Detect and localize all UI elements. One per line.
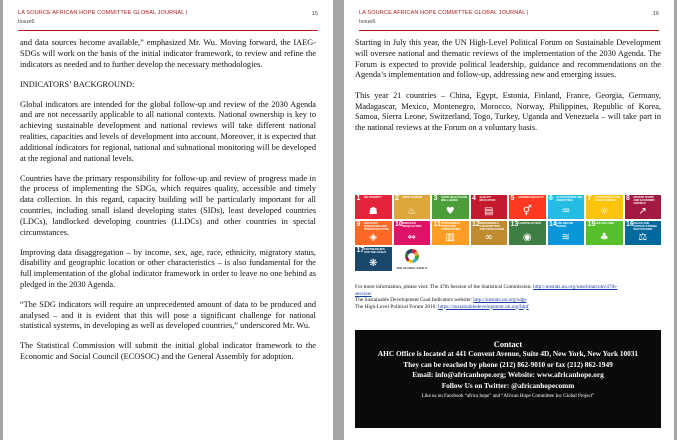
sdg-number: 6 — [549, 195, 553, 202]
sdg-icon: ⚥ — [522, 206, 532, 217]
sdgs-link[interactable]: http://unstats.un.org/sdgs — [473, 297, 527, 303]
paragraph: Global indicators are intended for the global follow-up and review of the 2030 Agenda and are not necessarily applicable to all national contexts. National ownership is key to achieving sustainable development and national reviews will take different national realities, capacities and levels of development into account. Moreover, it is expected that additional indicators for regional, national and subnational monitoring will be developed at the regional and national levels. — [20, 99, 316, 163]
contact-twitter[interactable]: Follow Us on Twitter: @africanhopecomm — [441, 380, 575, 390]
sdg-number: 13 — [510, 221, 519, 228]
info-text: The Sustainable Development Goal Indicators website: — [355, 297, 474, 303]
sdg-tile-11 — [432, 221, 469, 245]
journal-page-16 — [344, 0, 674, 440]
paragraph: Countries have the primary responsibility for follow-up and review of progress made in the process of implementing the SDGs, which requires quality, accessible and timely data collection. In this regard, capacity building will be particularly important for all countries, including small island developing states (SIDs), least developed countries (LDCs), landlocked developing countries (LLDCs) and other countries in special circumstances. — [20, 173, 316, 237]
sdg-tile-16 — [625, 221, 662, 245]
sdg-number: 16 — [626, 221, 634, 228]
sdg-icon: ≋ — [561, 232, 570, 243]
header-rule — [18, 30, 318, 31]
contact-phone: They can be reached by phone (212) 862-9010 or fax (212) 862-1949 — [403, 359, 613, 369]
sdg-label: LIFE BELOW WATER — [556, 222, 574, 228]
sdg-icon: ❋ — [369, 258, 378, 269]
sdg-label: REDUCED INEQUALITIES — [402, 222, 422, 228]
contact-facebook: Like us on Facebook “africa hope” and “African Hope Committee Inc Global Project” — [421, 394, 595, 400]
paragraph: Improving data disaggregation – by income, sex, age, race, ethnicity, migratory status, disability and geographic location or other characteristics – is also fundamental for the full implementation of the global indicator framework in order to leave no one behind as pledged in the 2030 Agenda. — [20, 247, 316, 289]
sdg-label: GENDER EQUALITY — [518, 196, 544, 199]
journal-page-15 — [3, 0, 333, 440]
sdg-icon: ◈ — [369, 232, 378, 243]
sdg-icon: ◉ — [522, 232, 532, 243]
sdg-tile-7 — [586, 195, 623, 219]
sdg-tile-3 — [432, 195, 469, 219]
sdg-label: ZERO HUNGER — [402, 196, 423, 199]
paragraph: The Statistical Commission will submit the initial global indicator framework to the Economic and Social Council (ECOSOC) and the General Assembly for adoption. — [20, 341, 316, 362]
sdg-icon: ♒ — [561, 206, 571, 217]
header-rule — [359, 30, 659, 31]
contact-address: AHC Office is located at 441 Convent Avenue, Suite 4D, New York, New York 10031 — [377, 349, 639, 358]
sdg-number: 12 — [472, 221, 480, 228]
sdg-number: 7 — [587, 195, 592, 202]
sdg-label: SUSTAINABLE CITIES AND COMMUNITIES — [441, 222, 461, 231]
sdg-icon: ▥ — [445, 232, 455, 243]
hlpf-link[interactable]: https://sustainabledevelopment.un.org/hlpf — [438, 303, 529, 310]
sdg-number: 15 — [587, 221, 596, 228]
sdg-icon: ☗ — [368, 206, 378, 217]
sdg-number: 9 — [356, 221, 361, 228]
info-text: For more information, please visit: The 47th Session of the Statistical Commission: — [355, 284, 534, 290]
page-header — [359, 10, 659, 32]
sdg-label: NO POVERTY — [364, 196, 382, 199]
sdg-tile-8 — [625, 195, 662, 219]
article-body — [20, 38, 316, 372]
section-heading: INDICATORS’ BACKGROUND: — [20, 79, 135, 89]
sdg-tile-1 — [355, 195, 392, 219]
sdg-label: CLIMATE ACTION — [518, 222, 541, 225]
sdg-number: 10 — [395, 221, 403, 228]
journal-title: LA SOURCE AFRICAN HOPE COMMITTEE GLOBAL JOURNAL | — [18, 10, 188, 16]
sdg-label: LIFE ON LAND — [595, 222, 614, 225]
paragraph: Starting in July this year, the UN High-Level Political Forum on Sustainable Development will oversee national and thematic reviews of the implementation of the 2030 Agenda. The Forum is expected to provide political leadership, guidance and recommendations on the Agenda’s implementation and follow-up, addressing new and emerging issues. — [355, 38, 661, 80]
sdg-icon: ♣ — [599, 232, 609, 243]
sdg-tile-4 — [471, 195, 508, 219]
sdg-label: DECENT WORK AND ECONOMIC GROWTH — [633, 196, 655, 205]
sdg-number: 14 — [549, 221, 557, 228]
page-header — [18, 10, 318, 32]
contact-box — [355, 330, 661, 428]
sdg-tile-10 — [394, 221, 431, 245]
more-info-links — [355, 284, 661, 310]
contact-title: Contact — [493, 340, 523, 349]
global-goals-logo-text: THE GLOBAL GOALS — [396, 266, 428, 270]
paragraph: and data sources become available,” emphasized Mr. Wu. Moving forward, the IAEG-SDGs will work on the basis of the initial indicator framework, to review and refine the indicators as needed and to further develop the necessary methodologies. — [20, 38, 316, 69]
sdg-number: 8 — [626, 195, 630, 202]
issue-label: Issue6 — [18, 19, 35, 25]
sdg-number: 1 — [356, 195, 361, 202]
sdg-tile-15 — [586, 221, 623, 245]
sdg-number: 17 — [356, 247, 365, 254]
sdg-number: 4 — [472, 195, 476, 202]
sdg-tile-12 — [471, 221, 508, 245]
issue-label: Issue6 — [359, 19, 376, 25]
contact-email[interactable]: Email: info@africanhope.org; Website: www.africanhope.org — [412, 370, 604, 380]
sdg-number: 2 — [395, 195, 399, 202]
sdg-goals-grid — [355, 195, 661, 271]
sdg-number: 5 — [510, 195, 515, 202]
sdg-tile-14 — [548, 221, 585, 245]
sdg-icon: ♨ — [407, 206, 417, 217]
sdg-number: 11 — [433, 221, 441, 228]
sdg-icon: ⚖ — [638, 232, 648, 243]
sdg-label: RESPONSIBLE CONSUMPTION AND PRODUCTION — [479, 222, 505, 231]
sdg-tile-9 — [355, 221, 392, 245]
article-body — [355, 38, 661, 144]
info-line — [355, 304, 661, 311]
sdg-icon: ▤ — [484, 206, 494, 217]
paragraph: This year 21 countries – China, Egypt, Estonia, Finland, France, Georgia, Germany, Madagascar, Mexico, Montenegro, Morocco, Norway, Philippines, Republic of Korea, Samoa, Sierra Leone, Switzerland, Togo, Turkey, Uganda and Venezuela – will take part in the national reviews at the Forum on a voluntary basis. — [355, 90, 661, 133]
statcom-link-cont[interactable]: session/ — [355, 290, 372, 297]
sdg-tile-5 — [509, 195, 546, 219]
sdg-icon: ♥ — [445, 206, 455, 217]
sdg-label: QUALITY EDUCATION — [479, 196, 496, 202]
quote-paragraph: “The SDG indicators will require an unprecedented amount of data to be produced and analysed – and it is evident that this will pose a significant challenge for national statistical systems, in developing as well as developed countries,” underscored Mr. Wu. — [20, 299, 316, 331]
sdg-icon: ∞ — [484, 232, 493, 243]
sdg-icon: ⇔ — [407, 232, 416, 243]
global-goals-ring-icon — [405, 249, 419, 263]
statcom-link[interactable]: http://unstats.un.org/unsd/statcom/47th- — [533, 284, 618, 290]
sdg-label: AFFORDABLE AND CLEAN ENERGY — [595, 196, 620, 202]
page-number: 15 — [311, 11, 318, 17]
sdg-label: PEACE AND JUSTICE STRONG INSTITUTIONS — [633, 222, 658, 231]
journal-title: LA SOURCE AFRICAN HOPE COMMITTEE GLOBAL JOURNAL | — [359, 10, 529, 16]
sdg-tile-13 — [509, 221, 546, 245]
sdg-label: INDUSTRY, INNOVATION AND INFRASTRUCTURE — [364, 222, 389, 231]
global-goals-logo — [394, 247, 431, 271]
page-number: 16 — [652, 11, 659, 17]
sdg-tile-6 — [548, 195, 585, 219]
sdg-icon: ☼ — [599, 206, 609, 217]
sdg-label: PARTNERSHIPS FOR THE GOALS — [364, 248, 387, 254]
sdg-label: GOOD HEALTH AND WELL-BEING — [441, 196, 468, 202]
sdg-icon: ↗ — [638, 206, 647, 217]
sdg-number: 3 — [433, 195, 438, 202]
sdg-tile-17 — [355, 247, 392, 271]
info-line — [355, 284, 661, 291]
info-text: The High-Level Political Forum 2016: — [355, 303, 439, 310]
sdg-label: CLEAN WATER AND SANITATION — [556, 196, 583, 202]
sdg-tile-2 — [394, 195, 431, 219]
